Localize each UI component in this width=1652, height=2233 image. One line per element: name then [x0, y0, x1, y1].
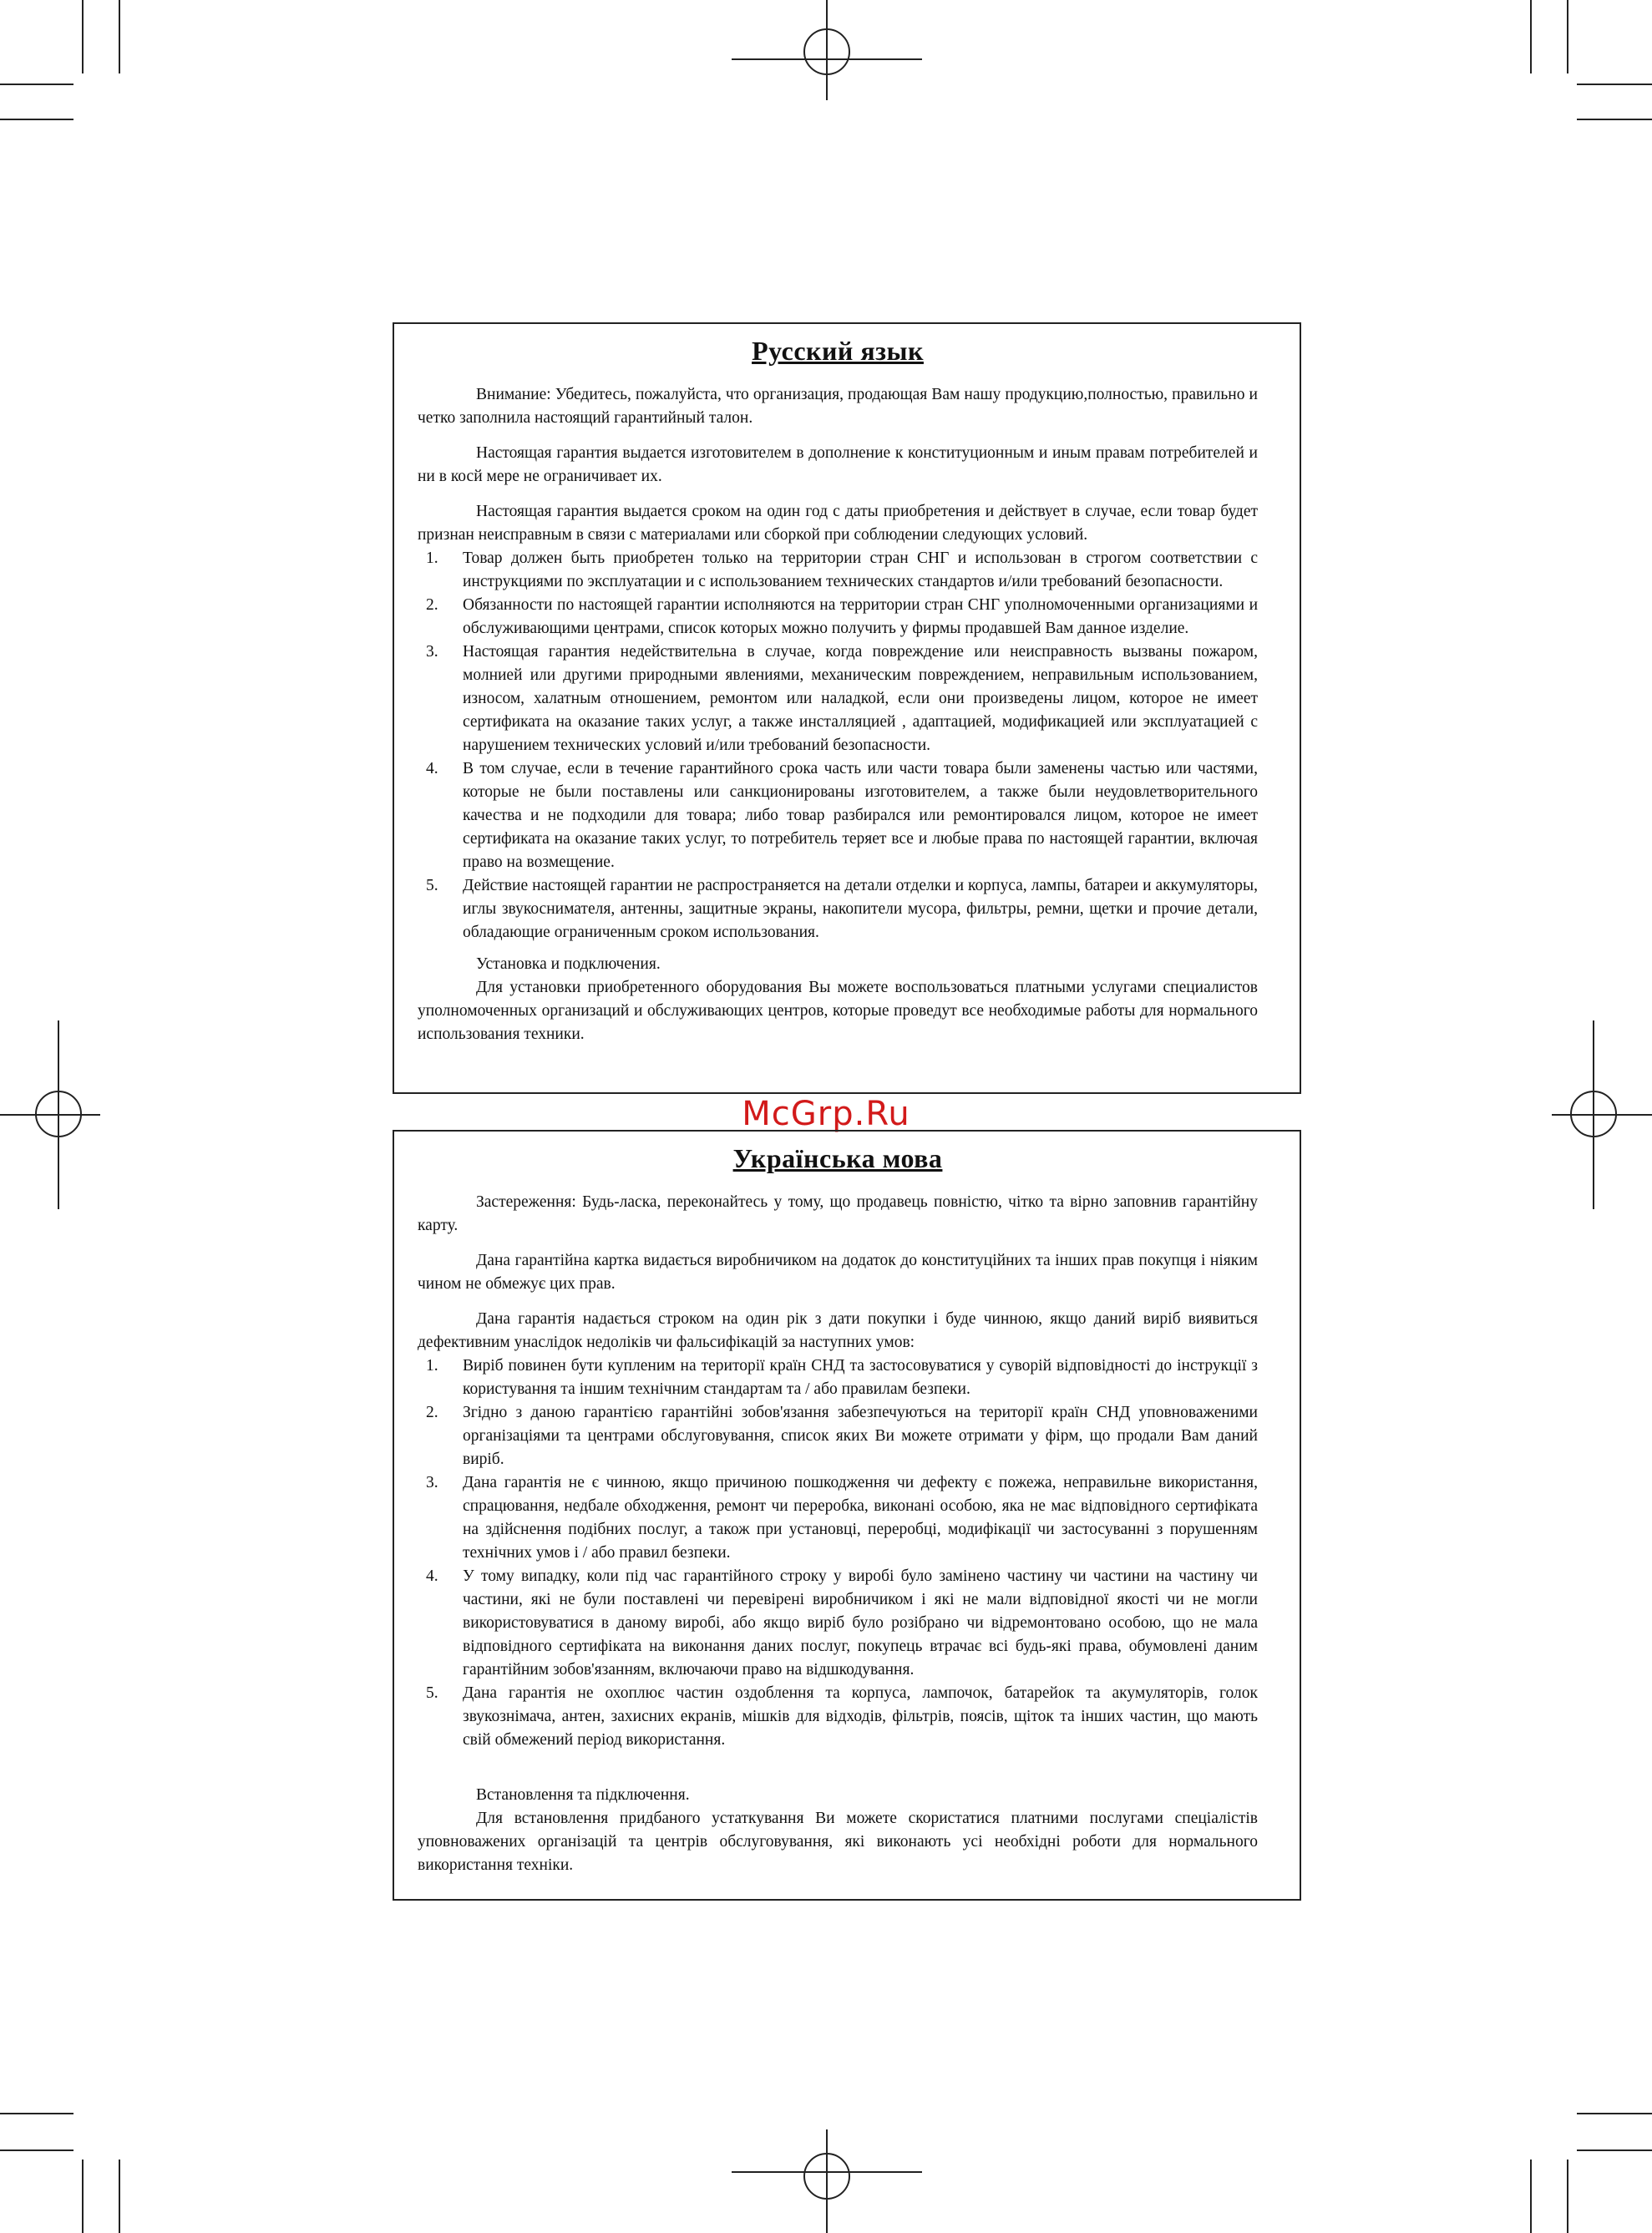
crop-mark — [82, 0, 84, 73]
crop-mark — [1577, 2113, 1652, 2114]
list-item: 4. У тому випадку, коли під час гарантійного строку у виробі було замінено частину чи частини на частину чи частини, які не були поставлені чи перевірені виробничиком і які не мали відповідної якості чи не могли використовуватися в даному виробі, або якщо виріб було розібрано чи відремонтовано особою, що не мала відповідного сертифіката на виконання даних послуг, покупець втрачає всі будь-які права, обумовлені даним гарантійним зобов'язанням, включаючи право на відшкодування. — [426, 1567, 1258, 1679]
crop-mark — [0, 2113, 73, 2114]
ukrainian-install-title: Встановлення та підключення. — [476, 1786, 690, 1804]
list-item: 3. Настоящая гарантия недействительна в случае, когда повреждение или неисправность вызваны пожаром, молнией или другими природными явлениями, механическим повреждением, неправильным использованием, износом, халатным отношением, ремонтом или наладкой, если они произведены лицом, которое не имеет сертификата на оказание таких услуг, а также инсталляцией , адаптацией, модификацией или эксплуатацией с нарушением технических условий и/или требований безопасности. — [426, 643, 1258, 754]
spacer — [418, 1760, 1258, 1784]
list-item: 2. Згідно з даною гарантією гарантійні зобов'язання забезпечуються на території країн СНД уповноваженими організаціями та центрами обслуговування, список яких Ви можете отримати у фірм, що продали Вам даний виріб. — [426, 1404, 1258, 1468]
crop-mark — [1567, 0, 1568, 73]
russian-attention-paragraph: Внимание: Убедитесь, пожалуйста, что организация, продающая Вам нашу продукцию,полностью, правильно и четко заполнила настоящий гарантийный талон. — [418, 386, 1258, 427]
ukrainian-install-text: Для встановлення придбаного устаткування Ви можете скористатися платними послугами спеціалістів уповноважених організацій та центрів обслуговування, які виконають усі необхідні роботи для нормального використання техніки. — [418, 1810, 1258, 1874]
crop-mark — [0, 2149, 73, 2151]
crop-mark — [1577, 2149, 1652, 2151]
list-item: 1. Виріб повинен бути купленим на території країн СНД та застосовуватися у суворій відповідності до інструкції з користування та іншим технічним стандартам та / або правилам безпеки. — [426, 1357, 1258, 1398]
registration-mark-top-v — [826, 0, 828, 100]
list-item: 4. В том случае, если в течение гарантийного срока часть или части товара были заменены частью или частями, которые не были поставлены или санкционированы изготовителем, а также были неудовлетворительного качества и не подходили для товара; либо товар разбирался или ремонтировался лицом, которое не имеет сертификата на оказание таких услуг, то потребитель теряет все и любые права по настоящей гарантии, включая право на возмещение. — [426, 760, 1258, 871]
ukrainian-heading: Українська мова — [732, 1143, 943, 1173]
russian-conditions-list — [418, 547, 1258, 944]
ukrainian-conditions-list — [418, 1354, 1258, 1752]
list-item: 5. Дана гарантія не охоплює частин оздоблення та корпуса, лампочок, батарейок та акумуляторів, голок звукознімача, антен, захисних екранів, мішків для відходів, фільтрів, поясів, щіток та інших частин, що мають свій обмежений період використання. — [426, 1684, 1258, 1749]
russian-term-paragraph: Настоящая гарантия выдается сроком на один год с даты приобретения и действует в случае, если товар будет признан неисправным в связи с материалами или сборкой при соблюдении следующих условий. — [418, 503, 1258, 544]
list-item: 3. Дана гарантія не є чинною, якщо причиною пошкодження чи дефекту є пожежа, неправильне використання, спрацювання, недбале обходження, ремонт чи переробка, виконані особою, яка не має відповідного сертифіката на здійснення подібних послуг, а також при установці, переробці, модифікації чи застосуванні з порушенням технічних умов і / або правил безпеки. — [426, 1474, 1258, 1562]
crop-mark — [1567, 2160, 1568, 2233]
russian-install-title: Установка и подключения. — [476, 955, 661, 973]
crop-mark — [82, 2160, 84, 2233]
crop-mark — [1530, 0, 1532, 73]
list-item: 1. Товар должен быть приобретен только на территории стран СНГ и использован в строгом соответствии с инструкциями по эксплуатации и с использованием технических стандартов и/или требований безопасности. — [426, 549, 1258, 590]
crop-mark — [1577, 119, 1652, 120]
russian-guarantee-paragraph: Настоящая гарантия выдается изготовителем в дополнение к конституционным и иным правам потребителей и ни в косй мере не ограничивает их. — [418, 444, 1258, 485]
watermark: McGrp.Ru — [742, 1095, 910, 1133]
crop-mark — [119, 0, 120, 73]
crop-mark — [0, 84, 73, 85]
russian-warranty-section — [393, 322, 1301, 1094]
list-item: 5. Действие настоящей гарантии не распространяется на детали отделки и корпуса, лампы, батареи и аккумуляторы, иглы звукоснимателя, антенны, защитные экраны, накопители мусора, фильтры, ремни, щетки и прочие детали, обладающие ограниченным сроком использования. — [426, 877, 1258, 941]
russian-install-text: Для установки приобретенного оборудования Вы можете воспользоваться платными услугами специалистов уполномоченных организаций и обслуживающих центров, которые проведут все необходимые работы для нормального использования техники. — [418, 979, 1258, 1043]
crop-mark — [0, 119, 73, 120]
ukrainian-attention-paragraph: Застереження: Будь-ласка, переконайтесь у тому, що продавець повністю, чітко та вірно заповнив гарантійну карту. — [418, 1193, 1258, 1234]
crop-mark — [1577, 84, 1652, 85]
ukrainian-warranty-section — [393, 1130, 1301, 1901]
russian-heading: Русский язык — [752, 336, 924, 366]
list-item: 2. Обязанности по настоящей гарантии исполняются на территории стран СНГ уполномоченными организациями и обслуживающими центрами, список которых можно получить у фирмы продавшей Вам данное изделие. — [426, 596, 1258, 637]
ukrainian-term-paragraph: Дана гарантія надається строком на один рік з дати покупки і буде чинною, якщо даний виріб виявиться дефективним унаслідок недоліків чи фальсифікацій за наступних умов: — [418, 1310, 1258, 1351]
registration-mark-bottom-v — [826, 2129, 828, 2233]
ukrainian-guarantee-paragraph: Дана гарантійна картка видається виробничиком на додаток до конституційних та інших прав покупця і ніяким чином не обмежує цих прав. — [418, 1252, 1258, 1293]
crop-mark — [119, 2160, 120, 2233]
crop-mark — [1530, 2160, 1532, 2233]
